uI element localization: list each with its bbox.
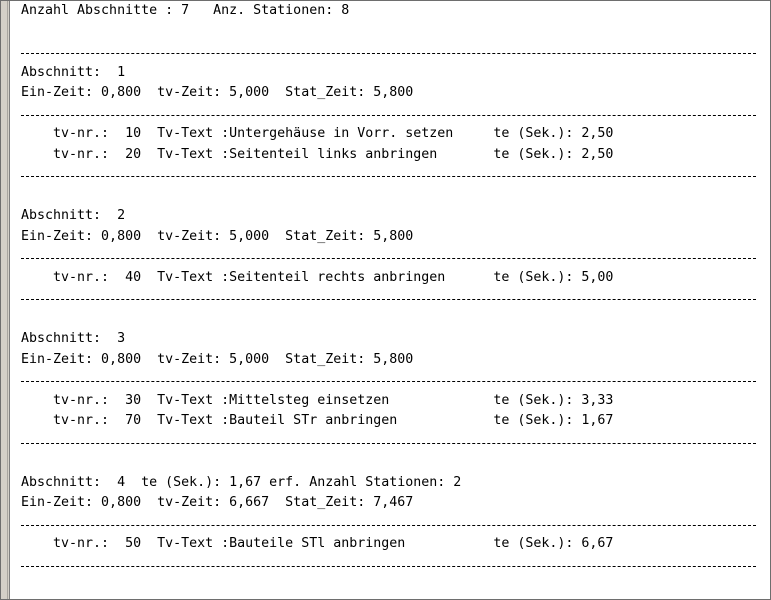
blank-line	[21, 452, 756, 473]
separator-line	[21, 370, 756, 391]
report-line: tv-nr.: 50 Tv-Text :Bauteile STl anbringen te (Sek.): 6,67	[21, 536, 614, 551]
report-line: Ein-Zeit: 0,800 tv-Zeit: 6,667 Stat_Zeit: 7,467	[21, 495, 414, 510]
report-line: Ein-Zeit: 0,800 tv-Zeit: 5,000 Stat_Zeit: 5,800	[21, 85, 414, 100]
separator-line	[21, 432, 756, 453]
separator-line	[21, 165, 756, 186]
blank-line	[21, 186, 756, 207]
report-line: Anzahl Abschnitte : 7 Anz. Stationen: 8	[21, 3, 350, 18]
report-line: Abschnitt: 3	[21, 331, 126, 346]
report-line: Ein-Zeit: 0,800 tv-Zeit: 5,000 Stat_Zeit: 5,800	[21, 228, 414, 244]
report-line: tv-nr.: 30 Tv-Text :Mittelsteg einsetzen te (Sek.): 3,33	[21, 392, 614, 408]
separator-line	[21, 247, 756, 268]
report-text-area[interactable]	[21, 1, 756, 575]
left-gutter	[1, 1, 10, 599]
report-line: tv-nr.: 10 Tv-Text :Untergehäuse in Vorr. setzen te (Sek.): 2,50	[21, 126, 614, 141]
report-line: Abschnitt: 4 te (Sek.): 1,67 erf. Anzahl Stationen: 2	[21, 474, 462, 490]
separator-line	[21, 42, 756, 63]
report-line: Abschnitt: 2	[21, 208, 126, 223]
report-line: Abschnitt: 1	[21, 64, 126, 80]
separator-line	[21, 555, 756, 576]
report-line: tv-nr.: 70 Tv-Text :Bauteil STr anbringen te (Sek.): 1,67	[21, 413, 614, 428]
blank-line	[21, 309, 756, 330]
report-line: tv-nr.: 40 Tv-Text :Seitenteil rechts anbringen te (Sek.): 5,00	[21, 269, 614, 285]
separator-line	[21, 104, 756, 125]
report-line: Ein-Zeit: 0,800 tv-Zeit: 5,000 Stat_Zeit: 5,800	[21, 351, 414, 367]
separator-line	[21, 514, 756, 535]
blank-line	[21, 22, 756, 43]
separator-line	[21, 288, 756, 309]
report-line: tv-nr.: 20 Tv-Text :Seitenteil links anbringen te (Sek.): 2,50	[21, 146, 614, 162]
